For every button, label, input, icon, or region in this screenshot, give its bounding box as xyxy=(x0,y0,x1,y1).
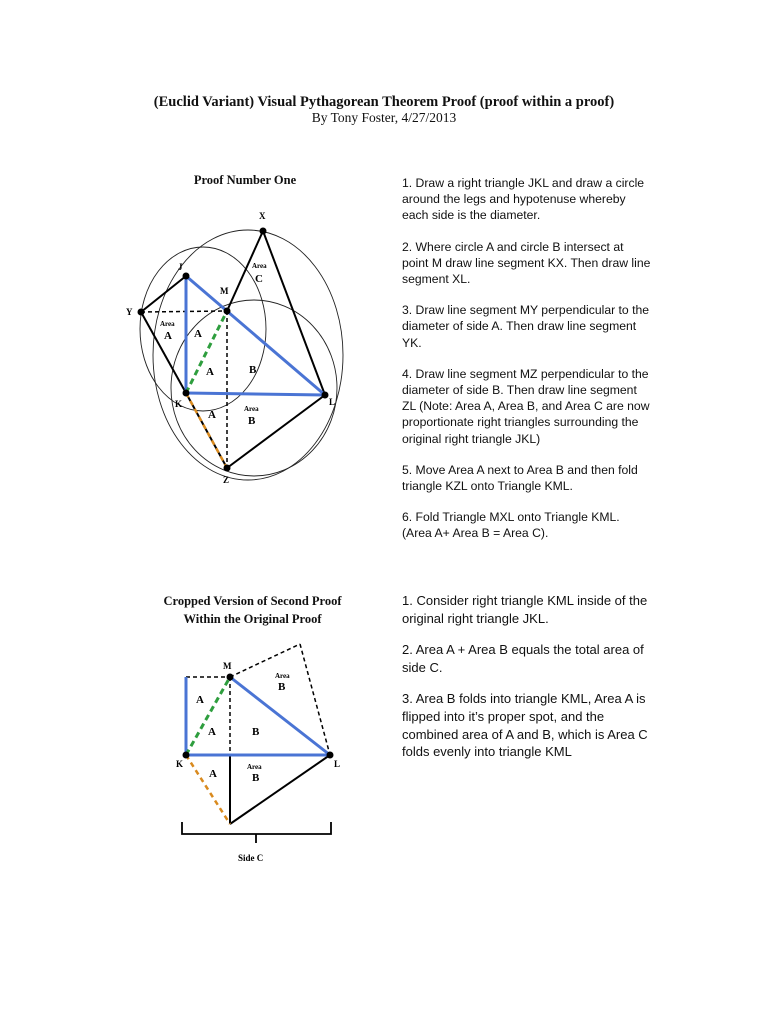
proof-one-step-3: 3. Draw line segment MY perpendicular to the diameter of side A. Then draw line segment YK. xyxy=(402,303,650,350)
area-b-bottom-word: Area xyxy=(247,763,262,771)
point-k-2 xyxy=(183,752,190,759)
proof-one-step-2: 2. Where circle A and circle B intersect at point M draw line segment KX. Then draw line segment XL. xyxy=(402,239,651,287)
label-x: X xyxy=(259,211,266,221)
document-byline: By Tony Foster, 4/27/2013 xyxy=(311,110,457,125)
proof-one-title: Proof Number One xyxy=(193,173,297,187)
area-bottom-word: Area xyxy=(244,405,259,413)
proof-one-step-5: 5. Move Area A next to Area B and then fold triangle KZL onto Triangle KML. xyxy=(402,462,638,494)
document-title: (Euclid Variant) Visual Pythagorean Theorem Proof (proof within a proof) xyxy=(153,94,615,110)
label-l-2: L xyxy=(334,759,341,769)
segment-km-green-2 xyxy=(186,677,230,755)
proof-one-step-4: 4. Draw line segment MZ perpendicular to the diameter of side B. Then draw line segment ZL (Note: Area A, Area B, and Area C are now proportionate right triangles surrounding the original right triangle JKL) xyxy=(402,366,650,446)
area-b-low-2: B xyxy=(252,772,260,784)
label-j: J xyxy=(178,262,183,272)
area-c-word: Area xyxy=(252,262,267,270)
area-a-low-2: A xyxy=(209,768,217,780)
label-z: Z xyxy=(223,475,230,485)
proof-two-step-1: 1. Consider right triangle KML inside of the original right triangle JKL. xyxy=(402,593,648,626)
area-a-top-2: A xyxy=(196,694,204,706)
label-k-2: K xyxy=(176,759,184,769)
side-c-bracket xyxy=(182,822,331,834)
area-a-left: A xyxy=(164,330,172,342)
proof-two-steps xyxy=(402,592,652,775)
label-m: M xyxy=(220,286,229,296)
segment-kz-orange-2 xyxy=(186,755,230,824)
label-l: L xyxy=(329,397,336,407)
area-a-inner-top: A xyxy=(194,328,202,340)
proof-two-title-line2: Within the Original Proof xyxy=(183,612,322,626)
segment-xl-dashed xyxy=(300,644,330,755)
proof-one-step-1: 1. Draw a right triangle JKL and draw a circle around the legs and hypotenuse whereby each side is the diameter. xyxy=(402,176,645,223)
proof-two-title-line1: Cropped Version of Second Proof xyxy=(163,594,342,608)
point-m-2 xyxy=(227,674,234,681)
proof-one-step-6: 6. Fold Triangle MXL onto Triangle KML. (Area A+ Area B = Area C). xyxy=(402,510,620,541)
point-l-2 xyxy=(327,752,334,759)
proof-two-step-3: 3. Area B folds into triangle KML, Area A is flipped into it’s proper spot, and the combined area of A and B, which is Area C folds evenly into triangle KML xyxy=(402,691,648,760)
area-b-inner: B xyxy=(249,364,257,376)
label-m-2: M xyxy=(223,661,232,671)
area-b-mid-2: B xyxy=(252,726,260,738)
area-c-letter: C xyxy=(255,273,263,285)
label-y: Y xyxy=(126,307,133,317)
proof-two-step-2: 2. Area A + Area B equals the total area of side C. xyxy=(402,642,644,675)
area-a-inner: A xyxy=(206,366,214,378)
area-b-top-letter: B xyxy=(278,681,286,693)
area-left-word: Area xyxy=(160,320,175,328)
area-a-below: A xyxy=(208,409,216,421)
area-b-top-word: Area xyxy=(275,672,290,680)
area-a-mid-2: A xyxy=(208,726,216,738)
label-side-c: Side C xyxy=(238,853,264,863)
area-b-below: B xyxy=(248,415,256,427)
segment-zl-2 xyxy=(230,755,330,824)
label-k: K xyxy=(175,399,183,409)
